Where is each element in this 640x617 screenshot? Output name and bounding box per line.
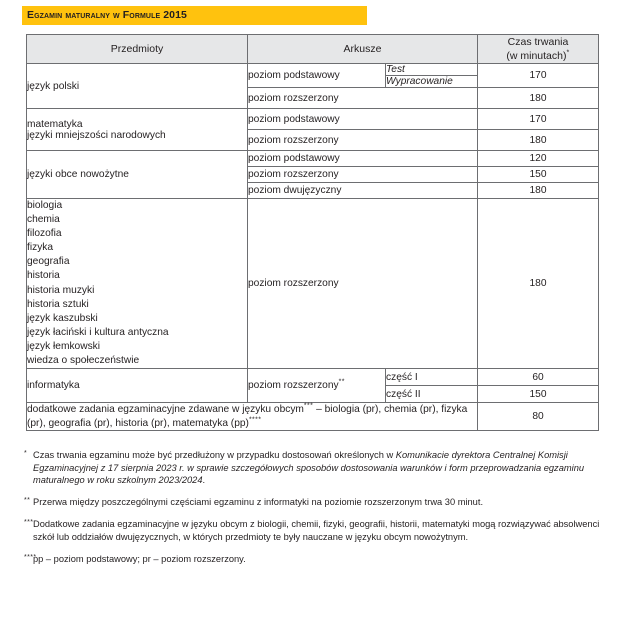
list-item: historia sztuki (27, 298, 89, 310)
footnote-marker: **** (24, 554, 37, 562)
cell-foreign-extended-time: 150 (478, 167, 599, 183)
list-item: biologia (27, 200, 63, 211)
cell-informatics-part2: część II (386, 386, 478, 403)
footnote-text-plain: pp – poziom podstawowy; pr – poziom rozszerzony. (33, 554, 246, 565)
cell-subject-math: matematyka (27, 118, 83, 130)
list-item: fizyka (27, 242, 54, 254)
exam-duration-table (26, 34, 599, 431)
table-row (27, 199, 599, 369)
section-banner-title: Egzamin maturalny w Formule 2015 (27, 9, 187, 21)
cell-math-basic-level: poziom podstawowy (248, 109, 478, 130)
cell-math-extended-time: 180 (478, 130, 599, 151)
cell-additional-tasks-time: 80 (478, 403, 599, 431)
header-subjects: Przedmioty (27, 35, 248, 64)
footnote-text-plain: Czas trwania egzaminu może być przedłużony w przypadku dostosowań określonych w (33, 450, 396, 460)
cell-additional-marker-b: **** (248, 416, 262, 424)
footnote (24, 518, 616, 543)
list-item: język łemkowski (27, 340, 101, 352)
cell-informatics-part2-time: 150 (478, 386, 599, 403)
cell-additional-text-b: – biologia (pr), chemia (pr), fizyka (pr), geografia (pr), historia (pr), matematyka (pp) (27, 404, 468, 429)
list-item: geografia (27, 256, 70, 268)
footnote-marker: ** (24, 497, 31, 505)
cell-informatics-part1: część I (386, 369, 478, 386)
table-row (27, 151, 599, 167)
footnote-text-plain: Dodatkowe zadania egzaminacyjne w języku obcym z biologii, chemii, fizyki, geografii, historii, matematyki mogą rozwiązywać absolwenci szkół lub oddziałów dwujęzycznych, w których przedmioty te były nauczane w języku obcym nowożytnym. (33, 519, 600, 542)
list-item: wiedza o społeczeństwie (27, 355, 140, 367)
cell-subject-minority-languages: języki mniejszości narodowych (27, 129, 166, 141)
header-duration-line1: Czas trwania (507, 36, 569, 48)
cell-math-extended-level: poziom rozszerzony (248, 130, 478, 151)
cell-polish-extended-level: poziom rozszerzony (248, 88, 478, 109)
list-item: filozofia (27, 228, 62, 240)
cell-informatics-level-text: poziom rozszerzony (248, 380, 339, 392)
footnote-marker: * (24, 450, 28, 457)
cell-foreign-bilingual-time: 180 (478, 183, 599, 199)
list-item: historia muzyki (27, 284, 95, 296)
footnote-text-tail: . (202, 475, 206, 486)
footnote (24, 553, 616, 566)
header-duration (478, 35, 599, 64)
cell-subject-informatics: informatyka (27, 369, 248, 403)
cell-subject-foreign-languages: języki obce nowożytne (27, 151, 248, 199)
cell-foreign-bilingual-level: poziom dwujęzyczny (248, 183, 478, 199)
header-duration-line2: (w minutach) (506, 50, 567, 62)
cell-additional-tasks-description (27, 403, 478, 431)
table-row (27, 403, 599, 431)
cell-other-subjects-list (27, 199, 248, 369)
footnote-text-italic: Komunikacie dyrektora Centralnej Komisji Egzaminacyjnej z 17 sierpnia 2023 r. w sprawie szczegółowych sposobów dostosowania warunków i form przeprowadzania egzaminu maturalnego w roku szkolnym 2023/2024 (33, 450, 585, 486)
list-item: historia (27, 270, 60, 282)
footnote (24, 496, 616, 509)
footnotes-section (24, 449, 616, 575)
table-row (27, 64, 599, 88)
cell-polish-basic-parts (386, 64, 478, 88)
footnote-marker: *** (24, 519, 34, 527)
cell-other-subjects-time: 180 (478, 199, 599, 369)
cell-additional-marker-a: *** (303, 402, 314, 410)
list-item: język kaszubski (27, 312, 98, 324)
cell-subject-polish: język polski (27, 64, 248, 109)
footnote-text-plain: Przerwa między poszczególnymi częściami egzaminu z informatyki na poziomie rozszerzonym trwa 30 minut. (33, 497, 484, 508)
cell-foreign-basic-level: poziom podstawowy (248, 151, 478, 167)
list-item: język łaciński i kultura antyczna (27, 326, 169, 338)
cell-polish-basic-level: poziom podstawowy (248, 64, 386, 88)
cell-foreign-basic-time: 120 (478, 151, 599, 167)
header-sheets: Arkusze (248, 35, 478, 64)
table-header-row (27, 35, 599, 64)
cell-informatics-footnote-marker: ** (338, 378, 345, 386)
cell-other-subjects-level: poziom rozszerzony (248, 199, 478, 369)
cell-foreign-extended-level: poziom rozszerzony (248, 167, 478, 183)
cell-subject-math-minority (27, 109, 248, 151)
exam-duration-table-wrapper (26, 34, 598, 431)
header-duration-footnote-marker: * (566, 49, 570, 57)
table-row (27, 109, 599, 130)
footnote (24, 449, 616, 487)
cell-math-basic-time: 170 (478, 109, 599, 130)
cell-polish-part-test: Test (386, 64, 477, 76)
cell-additional-text-a: dodatkowe zadania egzaminacyjne zdawane w języku obcym (27, 404, 304, 416)
cell-informatics-part1-time: 60 (478, 369, 599, 386)
cell-polish-basic-time: 170 (478, 64, 599, 88)
table-row (27, 369, 599, 386)
cell-informatics-level (248, 369, 386, 403)
cell-polish-extended-time: 180 (478, 88, 599, 109)
cell-polish-part-essay: Wypracowanie (386, 76, 453, 87)
list-item: chemia (27, 214, 60, 226)
